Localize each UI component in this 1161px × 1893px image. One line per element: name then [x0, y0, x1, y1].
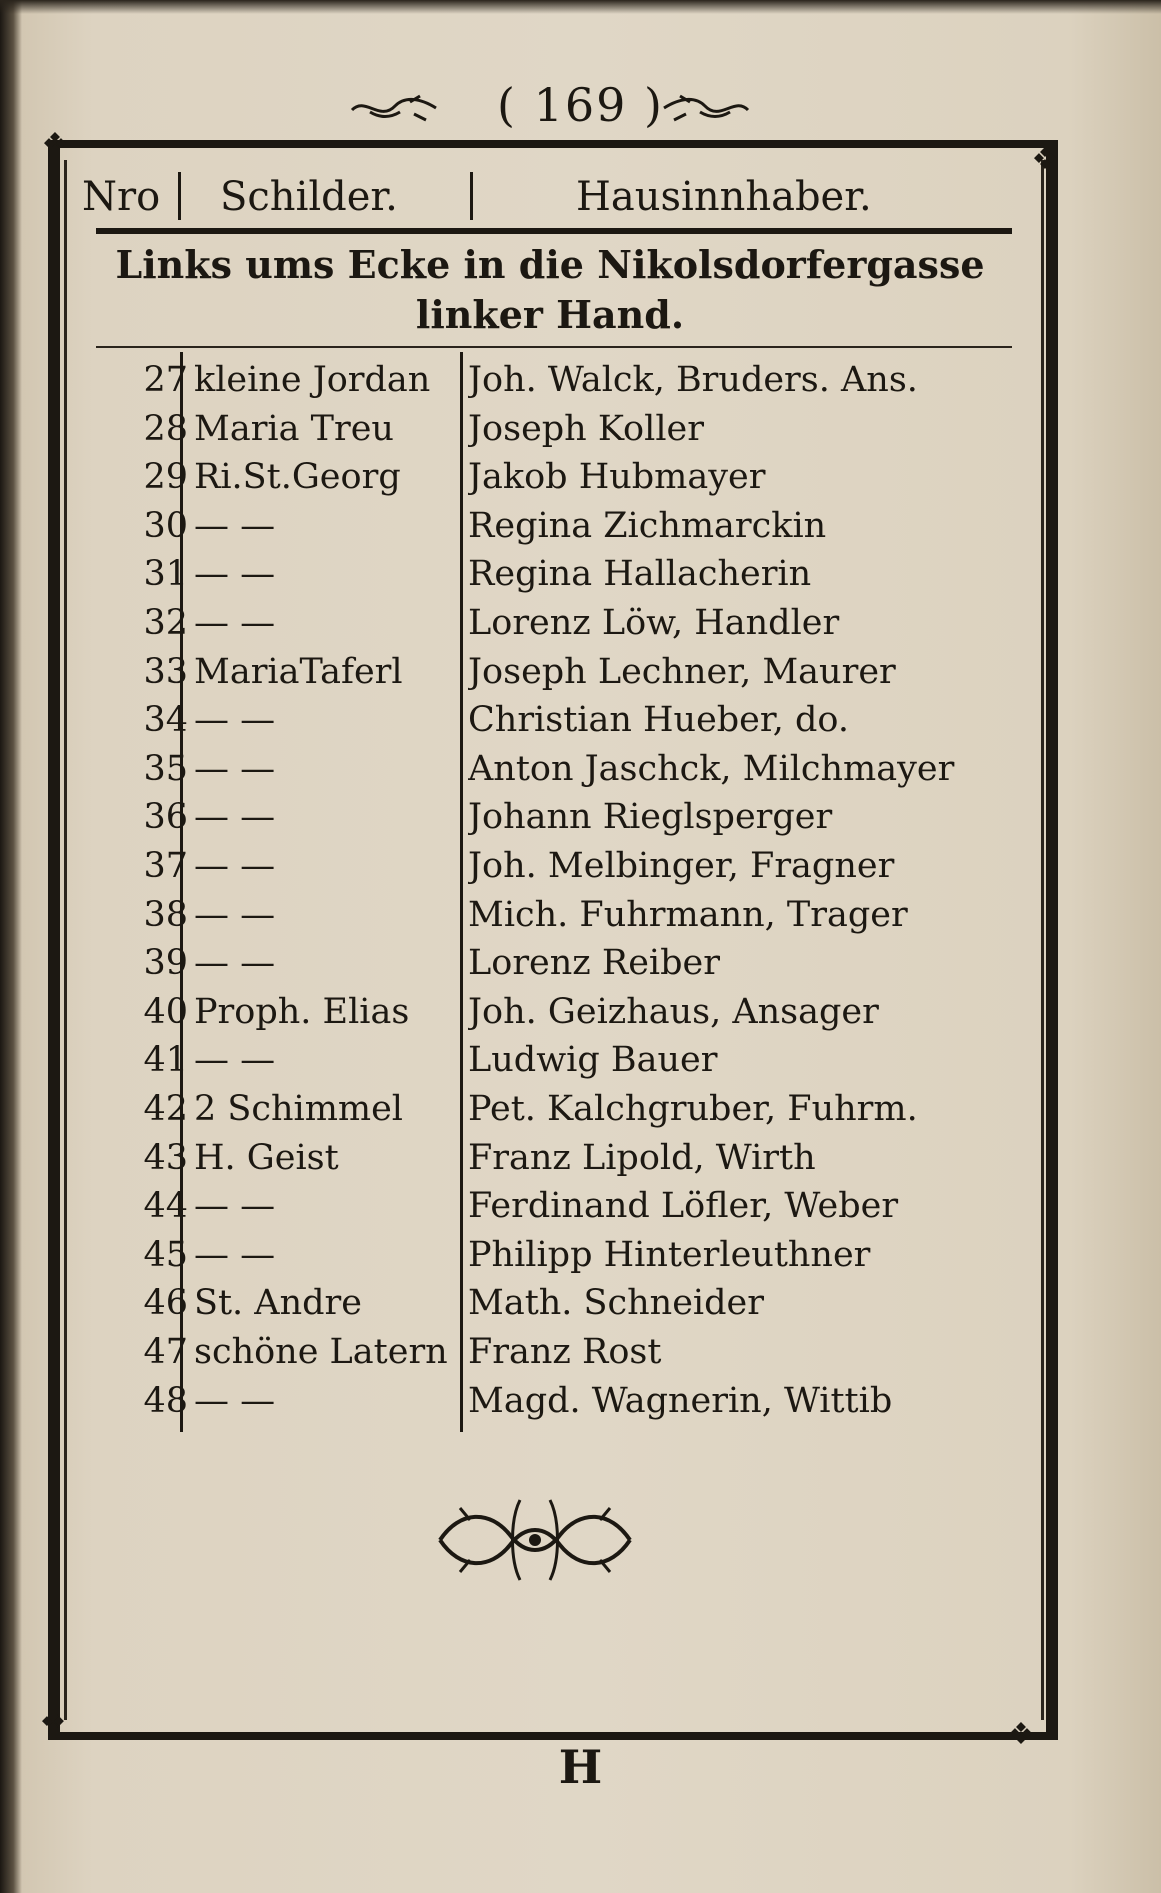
table-row	[96, 939, 1012, 988]
right-flourish-ornament	[660, 92, 750, 126]
header-hausinnhaber: Hausinnhaber.	[576, 174, 872, 220]
house-owner: Joseph Koller	[468, 408, 704, 449]
house-number: 28	[143, 408, 188, 449]
header-schilder: Schilder.	[220, 174, 398, 220]
house-number: 44	[143, 1186, 188, 1227]
house-owner: Pet. Kalchgruber, Fuhrm.	[468, 1089, 918, 1129]
table-row	[96, 842, 1012, 891]
table-row	[96, 1377, 1012, 1426]
house-sign: kleine Jordan	[194, 360, 431, 400]
table-header	[80, 168, 1020, 230]
house-sign: schöne Latern	[194, 1332, 448, 1372]
house-sign: — —	[194, 1234, 276, 1275]
house-number: 29	[143, 457, 188, 498]
book-spine-shadow	[0, 0, 22, 1893]
house-number: 42	[143, 1089, 188, 1129]
section-rule	[96, 346, 1012, 348]
closing-ornament	[430, 1490, 640, 1590]
page-top-edge	[0, 0, 1161, 14]
house-number: 40	[143, 991, 188, 1032]
house-owner: Mich. Fuhrmann, Trager	[468, 894, 908, 935]
header-nro: Nro	[82, 174, 161, 220]
house-owner: Philipp Hinterleuthner	[468, 1234, 871, 1275]
table-row	[96, 696, 1012, 745]
table-row	[96, 1085, 1012, 1134]
section-heading-line1: Links ums Ecke in die Nikolsdorfergasse	[115, 242, 985, 287]
house-owner: Ferdinand Löfler, Weber	[468, 1186, 899, 1227]
house-owner: Ludwig Bauer	[468, 1040, 718, 1081]
house-sign: — —	[194, 505, 276, 546]
house-number: 27	[143, 360, 188, 400]
house-sign: — —	[194, 846, 276, 886]
table-row	[96, 988, 1012, 1037]
house-sign: 2 Schimmel	[194, 1089, 403, 1129]
house-sign: — —	[194, 748, 276, 789]
house-owner: Franz Lipold, Wirth	[468, 1137, 816, 1178]
table-row	[96, 1182, 1012, 1231]
house-number: 36	[143, 797, 188, 838]
house-number: 37	[143, 846, 188, 886]
table-row	[96, 793, 1012, 842]
house-number: 46	[143, 1283, 188, 1324]
table-row	[96, 891, 1012, 940]
house-sign: — —	[194, 554, 276, 595]
house-sign: — —	[194, 797, 276, 838]
house-owner: Regina Hallacherin	[468, 554, 812, 595]
house-owner: Math. Schneider	[468, 1283, 764, 1324]
house-sign: Maria Treu	[194, 408, 394, 449]
table-row	[96, 745, 1012, 794]
header-separator	[178, 172, 181, 220]
table-row	[96, 405, 1012, 454]
house-number: 47	[143, 1332, 188, 1372]
house-sign: — —	[194, 700, 276, 741]
table-row	[96, 648, 1012, 697]
house-number: 45	[143, 1234, 188, 1275]
house-sign: — —	[194, 1186, 276, 1227]
house-number: 34	[143, 700, 188, 741]
table-row	[96, 1328, 1012, 1377]
house-number: 48	[143, 1380, 188, 1421]
table-row	[96, 356, 1012, 405]
house-number: 32	[143, 603, 188, 643]
house-owner: Franz Rost	[468, 1332, 662, 1372]
house-owner: Christian Hueber, do.	[468, 700, 850, 741]
house-owner: Jakob Hubmayer	[468, 457, 766, 498]
header-rule	[96, 228, 1012, 234]
table-row	[96, 1231, 1012, 1280]
house-owner: Magd. Wagnerin, Wittib	[468, 1380, 893, 1421]
house-owner: Joh. Melbinger, Fragner	[468, 846, 895, 886]
table-row	[96, 1279, 1012, 1328]
house-number: 43	[143, 1137, 188, 1178]
table-row	[96, 1036, 1012, 1085]
house-sign: Proph. Elias	[194, 991, 410, 1032]
signature-mark: H	[558, 1740, 603, 1794]
house-sign: — —	[194, 1040, 276, 1081]
house-number: 41	[143, 1040, 188, 1081]
house-sign: — —	[194, 1380, 276, 1421]
house-sign: H. Geist	[194, 1137, 339, 1178]
house-owner: Joh. Geizhaus, Ansager	[468, 991, 879, 1032]
corner-ornament-bottom-left: ❖	[39, 1705, 67, 1740]
table-row	[96, 550, 1012, 599]
house-owner: Anton Jaschck, Milchmayer	[468, 748, 955, 789]
house-number: 33	[143, 651, 188, 692]
house-owner: Joh. Walck, Bruders. Ans.	[468, 360, 918, 400]
corner-ornament-top-right: ❖	[1031, 142, 1059, 177]
section-heading-line2: linker Hand.	[415, 292, 685, 337]
house-owner: Joseph Lechner, Maurer	[468, 651, 896, 692]
house-sign: — —	[194, 943, 276, 984]
table-row	[96, 453, 1012, 502]
table-row	[96, 599, 1012, 648]
house-number: 35	[143, 748, 188, 789]
house-sign: Ri.St.Georg	[194, 457, 401, 498]
house-owner: Lorenz Reiber	[468, 943, 720, 984]
header-separator	[470, 172, 473, 220]
house-owner: Johann Rieglsperger	[468, 797, 833, 838]
house-sign: St. Andre	[194, 1283, 362, 1324]
corner-ornament-top-left: ❖	[41, 127, 69, 162]
house-owner: Lorenz Löw, Handler	[468, 603, 840, 643]
house-sign: — —	[194, 603, 276, 643]
corner-ornament-bottom-right: ❖	[1007, 1717, 1035, 1752]
house-number: 38	[143, 894, 188, 935]
house-sign: — —	[194, 894, 276, 935]
house-sign: MariaTaferl	[194, 651, 403, 692]
page-number: ( 169 )	[497, 78, 664, 132]
house-number: 39	[143, 943, 188, 984]
table-row	[96, 502, 1012, 551]
house-number: 31	[143, 554, 188, 595]
house-owner: Regina Zichmarckin	[468, 505, 827, 546]
table-row	[96, 1134, 1012, 1183]
house-number: 30	[143, 505, 188, 546]
